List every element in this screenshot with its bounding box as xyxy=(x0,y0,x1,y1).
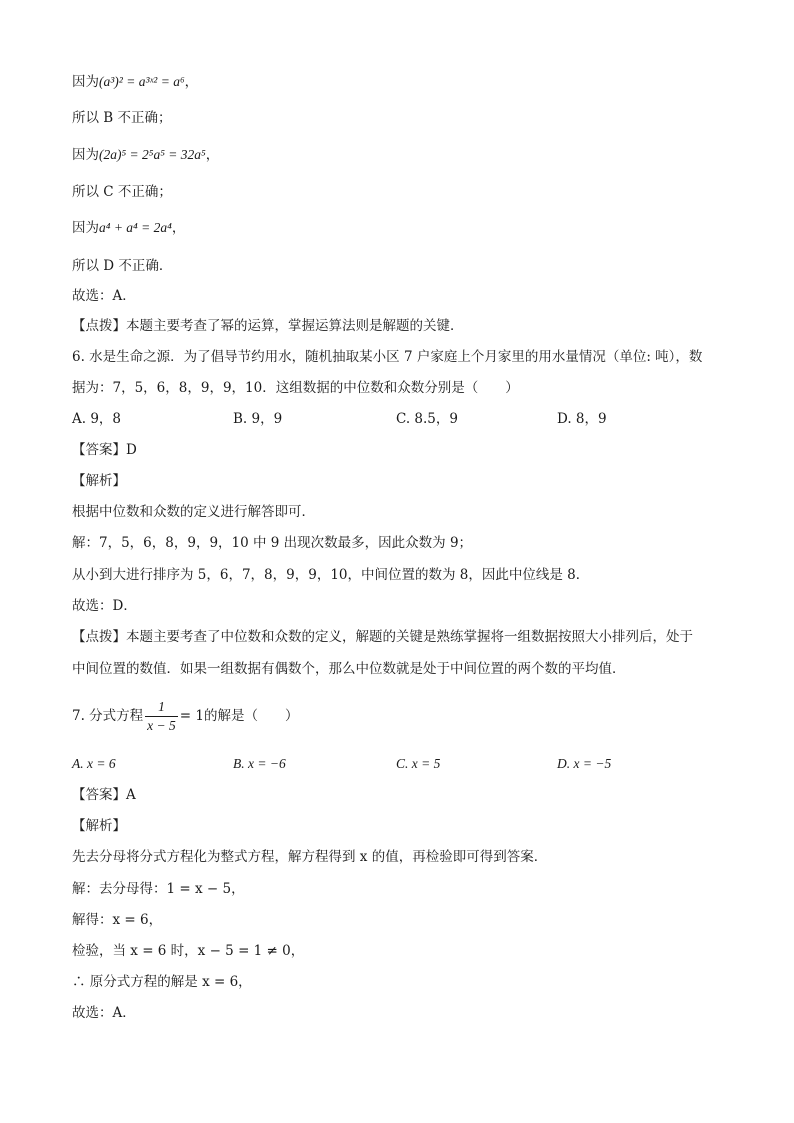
q5-d-reason xyxy=(72,218,185,238)
q6-analysis-title: 【解析】 xyxy=(72,473,126,489)
text: 因为 xyxy=(72,220,99,236)
q5-c-reason xyxy=(72,145,219,165)
q7-fraction xyxy=(145,698,178,735)
q7-analysis-line: 先去分母将分式方程化为整式方程，解方程得到 x 的值，再检验即可得到答案． xyxy=(72,849,548,865)
q5-choice: 故选：A． xyxy=(72,288,136,304)
q6-analysis-line: 根据中位数和众数的定义进行解答即可． xyxy=(72,504,315,520)
q6-option-b: B. 9，9 xyxy=(233,411,283,427)
math-expr: a⁴ + a⁴ = 2a⁴ xyxy=(99,220,172,235)
math-expr: (a³)² = a³ˣ² = a⁶ xyxy=(99,74,185,89)
text: 因为 xyxy=(72,74,99,90)
q7-option-c: C. x = 5 xyxy=(396,756,441,771)
q6-analysis-line: 解：7，5，6，8，9，9，10 中 9 出现次数最多，因此众数为 9； xyxy=(72,535,473,551)
text: ， xyxy=(205,147,220,163)
text: ， xyxy=(171,220,186,236)
text: ， xyxy=(184,74,199,90)
q5-d-conclusion: 所以 D 不正确． xyxy=(72,258,173,274)
q7-analysis-title: 【解析】 xyxy=(72,818,126,834)
q7-option-a: A. x = 6 xyxy=(72,756,116,771)
q6-analysis-line: 从小到大进行排序为 5，6，7，8，9，9，10，中间位置的数为 8，因此中位线是 8． xyxy=(72,567,590,583)
q7-answer: 【答案】A xyxy=(72,787,136,803)
q5-b-conclusion: 所以 B 不正确； xyxy=(72,110,172,126)
q6-comment-line2: 中间位置的数值．如果一组数据有偶数个，那么中位数就是处于中间位置的两个数的平均值． xyxy=(72,661,626,677)
q5-comment: 【点拨】本题主要考查了幂的运算，掌握运算法则是解题的关键． xyxy=(72,318,464,334)
q6-analysis-line: 故选：D． xyxy=(72,598,137,614)
text: = 1的解是（ ） xyxy=(179,708,299,724)
text: 7. 分式方程 xyxy=(72,708,144,724)
q7-analysis-line: ∴ 原分式方程的解是 x = 6， xyxy=(72,974,252,990)
math-expr: (2a)⁵ = 2⁵a⁵ = 32a⁵ xyxy=(99,147,206,162)
q6-option-c: C. 8.5，9 xyxy=(396,411,458,427)
q7-analysis-line: 解：去分母得：1 = x − 5， xyxy=(72,881,245,897)
q6-option-a: A. 9，8 xyxy=(72,411,122,427)
fraction-numerator: 1 xyxy=(145,698,178,717)
q7-option-b: B. x = −6 xyxy=(233,756,286,771)
q5-b-reason xyxy=(72,72,198,92)
fraction-denominator: x − 5 xyxy=(147,718,176,733)
text: 因为 xyxy=(72,147,99,163)
q6-option-d: D. 8，9 xyxy=(557,411,607,427)
q6-answer: 【答案】D xyxy=(72,442,137,458)
q7-analysis-line: 故选：A． xyxy=(72,1005,136,1021)
q7-analysis-line: 检验，当 x = 6 时，x − 5 = 1 ≠ 0， xyxy=(72,943,305,959)
q7-stem xyxy=(72,698,298,735)
q6-stem-line2: 据为：7，5，6，8，9，9，10．这组数据的中位数和众数分别是（ ） xyxy=(72,380,519,396)
q6-comment-line1: 【点拨】本题主要考查了中位数和众数的定义，解题的关键是熟练掌握将一组数据按照大小排列后，处于 xyxy=(72,629,693,645)
q7-option-d: D. x = −5 xyxy=(557,756,612,771)
q5-c-conclusion: 所以 C 不正确； xyxy=(72,184,172,200)
q6-stem-line1: 6. 水是生命之源．为了倡导节约用水，随机抽取某小区 7 户家庭上个月家里的用水量情况（单位: 吨），数 xyxy=(72,349,703,365)
q7-analysis-line: 解得：x = 6， xyxy=(72,912,163,928)
